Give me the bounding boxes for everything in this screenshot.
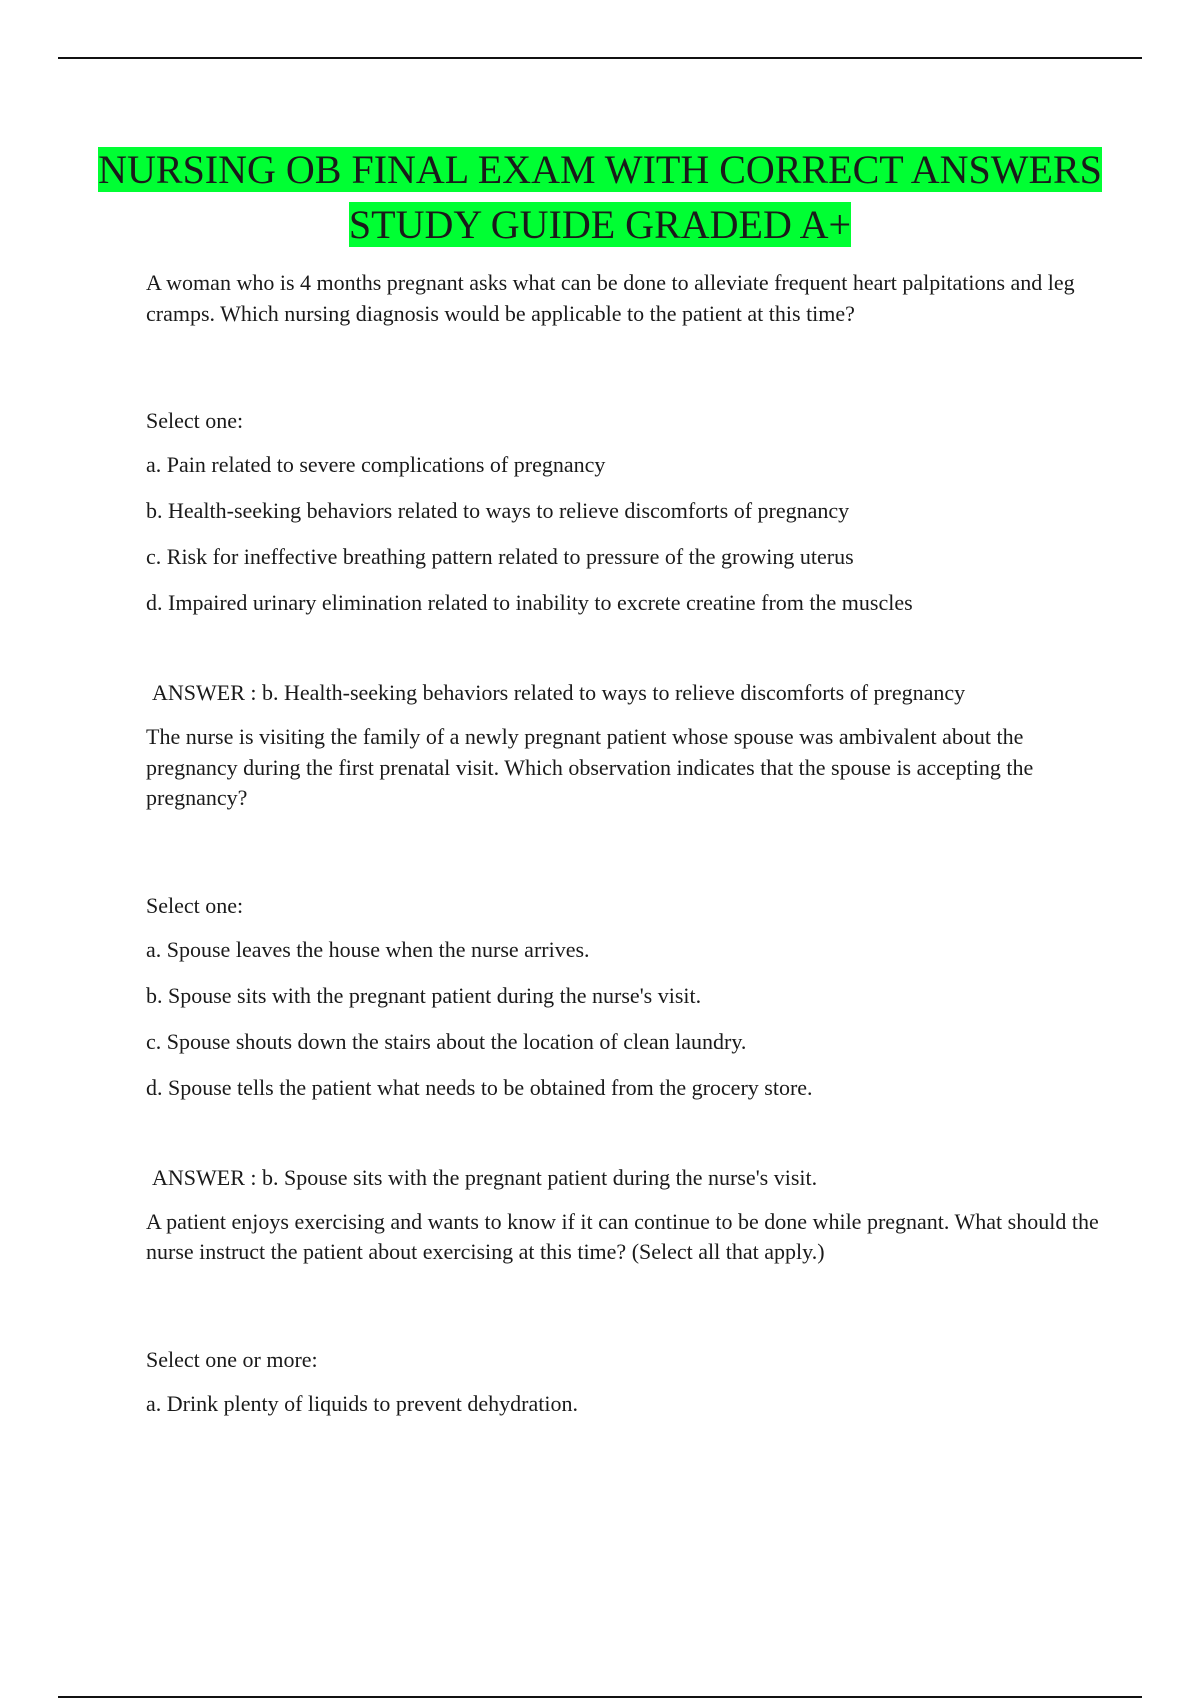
option-d: d. Impaired urinary elimination related to inability to excrete creatine from the muscles — [146, 590, 913, 615]
answer-line: ANSWER : b. Spouse sits with the pregnant patient during the nurse's visit. — [152, 1164, 818, 1190]
document-body — [146, 268, 1106, 1419]
bottom-rule — [58, 1696, 1142, 1698]
option-a: a. Pain related to severe complications of pregnancy — [146, 452, 606, 477]
question-text: A woman who is 4 months pregnant asks what can be done to alleviate frequent heart palpitations and leg cramps. Which nursing diagnosis would be applicable to the patient at this time? — [146, 270, 1075, 326]
option-a: a. Spouse leaves the house when the nurse arrives. — [146, 936, 590, 962]
option-a: a. Drink plenty of liquids to prevent dehydration. — [146, 1390, 578, 1416]
title-highlight: NURSING OB FINAL EXAM WITH CORRECT ANSWERS STUDY GUIDE GRADED A+ — [98, 147, 1102, 247]
question-text: The nurse is visiting the family of a newly pregnant patient whose spouse was ambivalent about the pregnancy during the first prenatal visit. Which observation indicates that the spouse is accepting the pregnancy? — [146, 724, 1034, 810]
select-prompt: Select one: — [146, 892, 244, 918]
answer-line: ANSWER : b. Health-seeking behaviors related to ways to relieve discomforts of pregnancy — [152, 680, 966, 705]
select-prompt: Select one: — [146, 408, 244, 433]
option-c: c. Spouse shouts down the stairs about the location of clean laundry. — [146, 1028, 747, 1054]
option-c: c. Risk for ineffective breathing pattern related to pressure of the growing uterus — [146, 544, 854, 569]
option-b: b. Spouse sits with the pregnant patient during the nurse's visit. — [146, 982, 702, 1008]
question-text: A patient enjoys exercising and wants to know if it can continue to be done while pregnant. What should the nurse instruct the patient about exercising at this time? (Select all that apply.) — [146, 1208, 1099, 1264]
select-prompt: Select one or more: — [146, 1346, 318, 1372]
document-title — [60, 142, 1140, 252]
option-d: d. Spouse tells the patient what needs to be obtained from the grocery store. — [146, 1074, 813, 1100]
top-rule — [58, 57, 1142, 59]
option-b: b. Health-seeking behaviors related to ways to relieve discomforts of pregnancy — [146, 498, 850, 523]
